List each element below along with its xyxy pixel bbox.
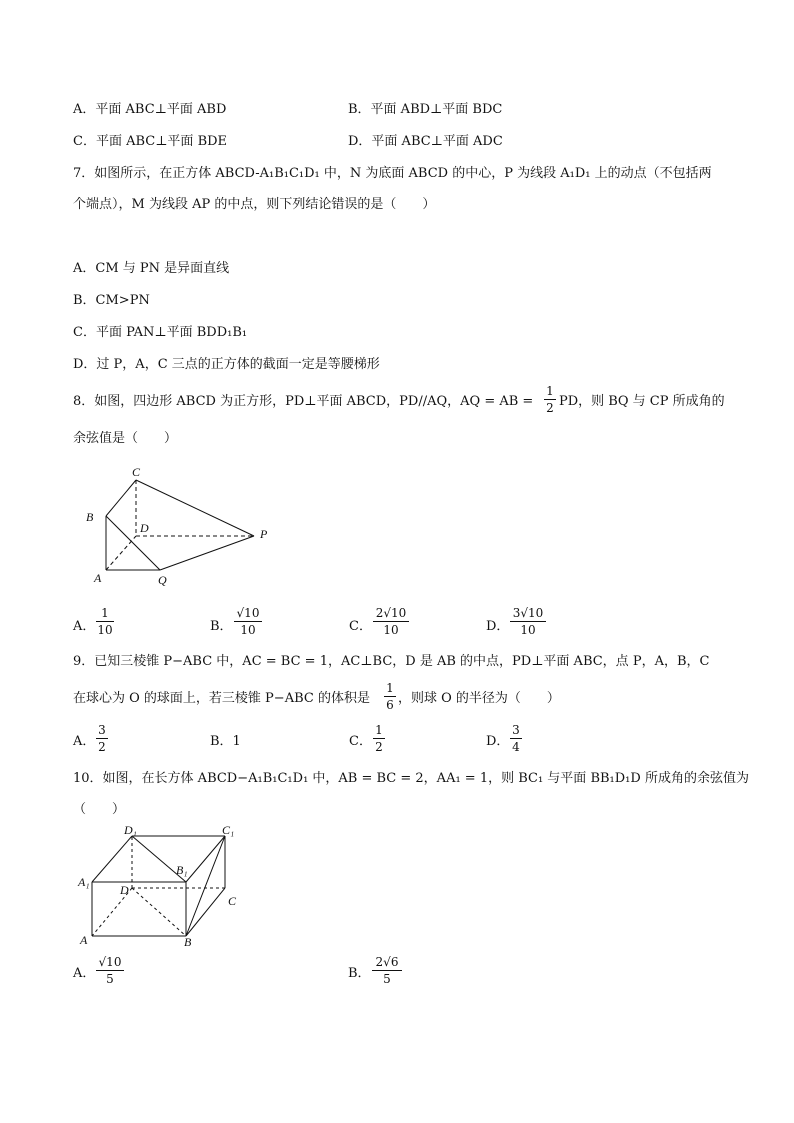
q8-label-d: D (140, 521, 149, 535)
q10-label-d: D (120, 883, 129, 897)
q8-label-a: A (94, 571, 102, 585)
q10-option-a-fraction (96, 955, 124, 986)
q7-stem-line2: 个端点），M 为线段 AP 的中点，则下列结论错误的是（ ） (73, 197, 436, 212)
q8-option-d-den: 10 (520, 623, 536, 637)
q9-stem-line2-b: ，则球 O 的半径为（ ） (398, 691, 560, 706)
q8-option-a-num: 1 (101, 606, 109, 620)
q10-label-a1: A₁ (78, 875, 90, 889)
q8-figure (80, 466, 280, 586)
q10-option-b-fraction (372, 955, 402, 986)
q9-stem-line1: 9．已知三棱锥 P−ABC 中，AC = BC = 1，AC⊥BC，D 是 AB 的中点，PD⊥平面 ABC，点 P，A，B，C (73, 654, 710, 669)
q10-option-a-den: 5 (106, 972, 114, 986)
q8-option-b-fraction (234, 606, 262, 637)
q7-stem-line1: 7．如图所示，在正方体 ABCD-A₁B₁C₁D₁ 中，N 为底面 ABCD 的中心，P 为线段 A₁D₁ 上的动点（不包括两 (73, 166, 712, 181)
q9-option-a-den: 2 (98, 740, 106, 754)
q10-figure (74, 826, 254, 956)
q10-label-c: C (228, 894, 237, 908)
q8-option-b-den: 10 (240, 623, 256, 637)
q9-option-a-fraction (96, 723, 108, 754)
q9-fraction-denominator: 6 (386, 698, 394, 712)
q8-label-b: B (86, 510, 94, 524)
q8-option-a-den: 10 (97, 623, 113, 637)
q8-fraction-denominator: 2 (546, 401, 554, 415)
q9-option-c-label: C． (349, 734, 372, 749)
q8-option-b-num: √10 (236, 606, 260, 620)
q8-stem-line2: 余弦值是（ ） (73, 431, 178, 446)
q10-option-b-label: B． (348, 966, 371, 981)
q9-option-d-den: 4 (512, 740, 520, 754)
q8-label-p: P (260, 527, 268, 541)
q10-stem-line1: 10．如图，在长方体 ABCD−A₁B₁C₁D₁ 中，AB = BC = 2，AA₁ = 1，则 BC₁ 与平面 BB₁D₁D 所成角的余弦值为 (73, 771, 749, 786)
q6-option-a: A．平面 ABC⊥平面 ABD (73, 102, 227, 117)
q6-option-c: C．平面 ABC⊥平面 BDE (73, 134, 228, 149)
q9-option-c-num: 1 (375, 723, 383, 737)
q10-stem-line2: （ ） (73, 802, 126, 817)
q10-label-d1: D₁ (124, 826, 137, 837)
q8-option-b-label: B． (210, 619, 233, 634)
q9-option-a-label: A． (73, 734, 96, 749)
q8-label-q: Q (158, 573, 167, 586)
q8-option-a-label: A． (73, 619, 96, 634)
q9-option-b: B．1 (210, 734, 241, 749)
q9-option-c-den: 2 (375, 740, 383, 754)
q7-option-a: A．CM 与 PN 是异面直线 (73, 261, 230, 276)
q6-option-d: D．平面 ABC⊥平面 ADC (348, 134, 503, 149)
q8-option-d-fraction (510, 606, 546, 637)
q9-option-d-fraction (510, 723, 522, 754)
q10-option-a-label: A． (73, 966, 96, 981)
q7-option-c: C．平面 PAN⊥平面 BDD₁B₁ (73, 325, 248, 340)
q10-option-b-num: 2√6 (375, 955, 399, 969)
q8-option-c-den: 10 (383, 623, 399, 637)
q8-option-d-num: 3√10 (512, 606, 544, 620)
q8-option-c-fraction (373, 606, 409, 637)
q9-option-c-fraction (373, 723, 385, 754)
q8-stem-line1-b: PD，则 BQ 与 CP 所成角的 (559, 394, 725, 409)
q10-label-b: B (184, 935, 192, 949)
q8-label-c: C (132, 466, 141, 479)
q10-label-a: A (80, 933, 88, 947)
q9-stem-fraction (384, 681, 396, 712)
q9-option-d-num: 3 (512, 723, 520, 737)
q8-stem-fraction (544, 384, 556, 415)
q10-label-b1: B₁ (176, 863, 188, 877)
q8-option-d-label: D． (486, 619, 510, 634)
q8-option-c-num: 2√10 (375, 606, 407, 620)
q9-fraction-numerator: 1 (386, 681, 394, 695)
q8-fraction-numerator: 1 (546, 384, 554, 398)
q10-option-b-den: 5 (383, 972, 391, 986)
q8-option-a-fraction (96, 606, 114, 637)
q7-option-b: B．CM>PN (73, 293, 150, 308)
q9-option-d-label: D． (486, 734, 510, 749)
q10-label-c1: C₁ (222, 826, 235, 837)
q9-option-a-num: 3 (98, 723, 106, 737)
q7-option-d: D．过 P，A，C 三点的正方体的截面一定是等腰梯形 (73, 357, 380, 372)
q10-option-a-num: √10 (98, 955, 122, 969)
q8-stem-line1-a: 8．如图，四边形 ABCD 为正方形，PD⊥平面 ABCD，PD//AQ，AQ = AB = (73, 394, 534, 409)
q9-stem-line2-a: 在球心为 O 的球面上，若三棱锥 P−ABC 的体积是 (73, 691, 370, 706)
q8-option-c-label: C． (349, 619, 372, 634)
q6-option-b: B．平面 ABD⊥平面 BDC (348, 102, 503, 117)
